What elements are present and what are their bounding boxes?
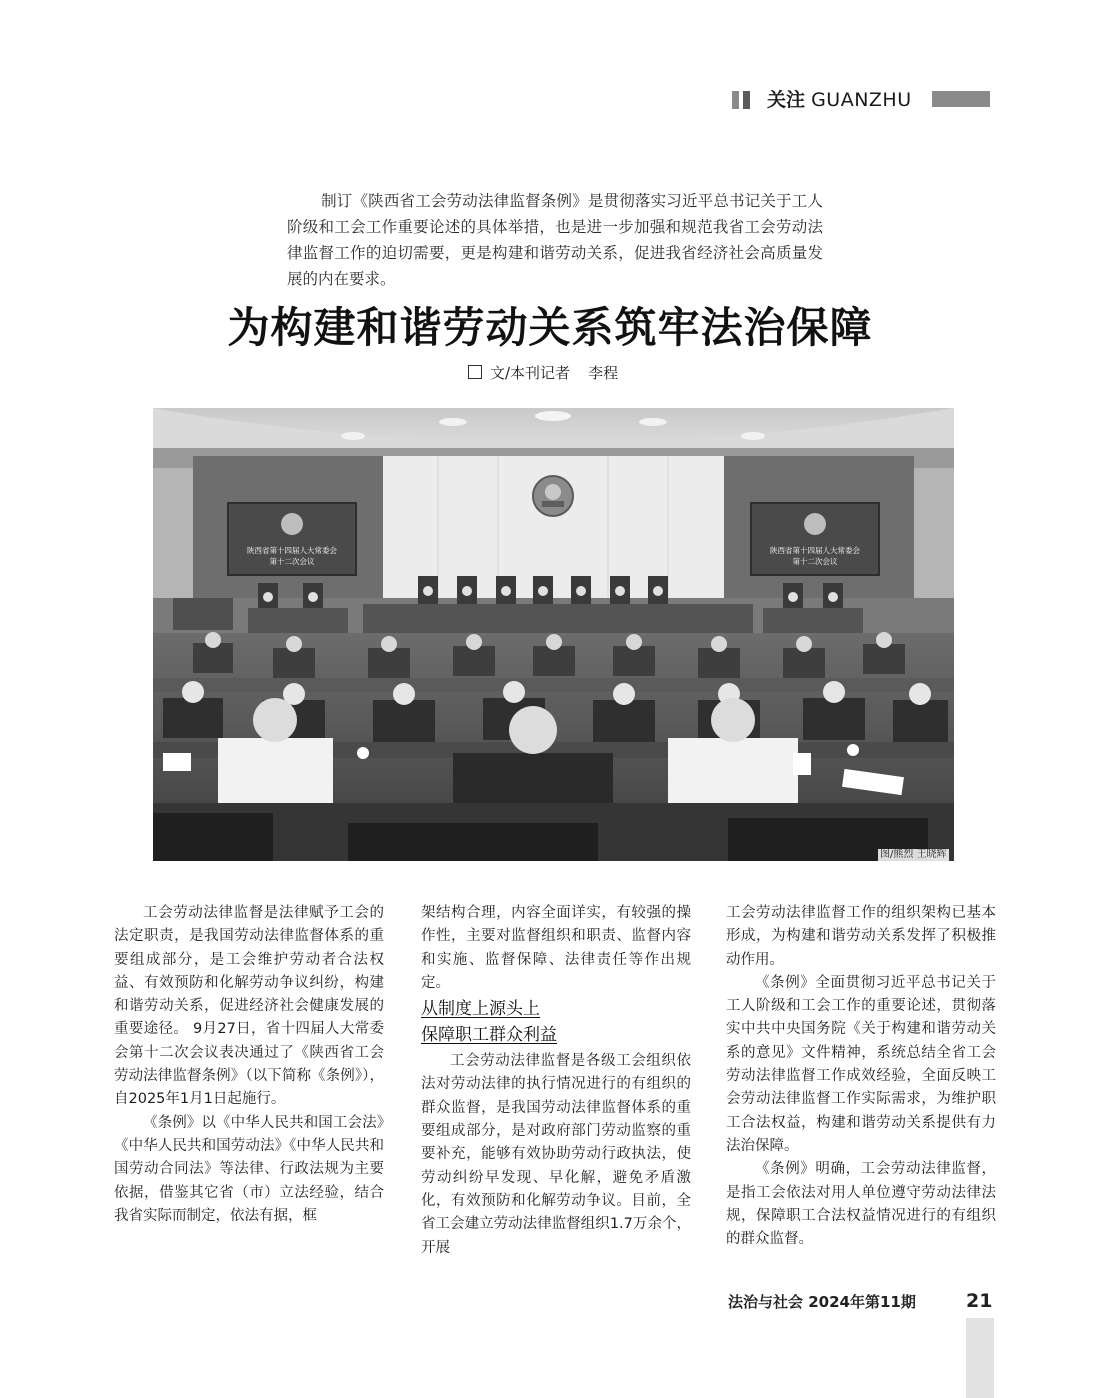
left-screen-text-1: 陕西省第十四届人大常委会 <box>247 546 337 555</box>
intro-paragraph <box>287 188 823 292</box>
body-paragraph: 《条例》以《中华人民共和国工会法》《中华人民共和国劳动法》《中华人民共和国劳动合同法》等法律、行政法规为主要依据，借鉴其它省（市）立法经验，结合我省实际而制定，依法有据，框 <box>114 1114 384 1224</box>
intro-text: 制订《陕西省工会劳动法律监督条例》是贯彻落实习近平总书记关于工人阶级和工会工作重要论述的具体举措，也是进一步加强和规范我省工会劳动法律监督工作的迫切需要，更是构建和谐劳动关系，促进我省经济社会高质量发展的内在要求。 <box>287 192 823 288</box>
body-column-1 <box>114 902 384 1228</box>
right-screen-text-2: 第十二次会议 <box>792 557 838 566</box>
photo-credit: 图/熊烈 王晓辉 <box>880 849 947 860</box>
body-paragraph: 《条例》明确，工会劳动法律监督，是指工会依法对用人单位遵守劳动法律法规，保障职工合法权益情况进行的有组织的群众监督。 <box>726 1161 996 1248</box>
section-label <box>767 88 912 112</box>
body-paragraph: 《条例》全面贯彻习近平总书记关于工人阶级和工会工作的重要论述，贯彻落实中共中央国务院《关于构建和谐劳动关系的意见》文件精神，系统总结全省工会劳动法律监督工作成效经验，全面反映工会劳动法律监督工作实际需求，为维护职工合法权益，构建和谐劳动关系提供有力法治保障。 <box>726 974 996 1154</box>
section-marker-bars <box>732 91 750 109</box>
article-headline: 为构建和谐劳动关系筑牢法治保障 <box>227 303 873 352</box>
body-paragraph: 架结构合理，内容全面详实，有较强的操作性，主要对监督组织和职责、监督内容和实施、监督保障、法律责任等作出规定。 <box>421 905 691 991</box>
body-paragraph: 工会劳动法律监督是各级工会组织依法对劳动法律的执行情况进行的有组织的群众监督，是我国劳动法律监督体系的重要组成部分，是对政府部门劳动监察的重要补充，能够有效协助劳动行政执法，使劳动纠纷早发现、早化解，避免矛盾激化，有效预防和化解劳动争议。目前，全省工会建立劳动法律监督组织1.7万余个，开展 <box>421 1053 691 1256</box>
section-subheading <box>421 996 691 1048</box>
byline-author: 李程 <box>588 364 619 382</box>
body-column-2 <box>421 902 691 1260</box>
body-column-3 <box>726 902 996 1251</box>
subheading-line-2: 保障职工群众利益 <box>421 1025 557 1046</box>
subheading-line-1: 从制度上源头上 <box>421 999 540 1020</box>
left-screen-text-2: 第十二次会议 <box>269 557 315 566</box>
page-number: 21 <box>966 1290 993 1312</box>
byline-role: 文/本刊记者 <box>490 364 571 382</box>
section-label-en: GUANZHU <box>811 89 912 111</box>
section-bar-right <box>932 91 990 107</box>
body-paragraph: 工会劳动法律监督是法律赋予工会的法定职责，是我国劳动法律监督体系的重要组成部分，是工会维护劳动者合法权益、有效预防和化解劳动争议纠纷，构建和谐劳动关系，促进经济社会健康发展的重要途径。 9月27日，省十四届人大常委会第十二次会议表决通过了《陕西省工会劳动法律监督条例》（以下简称《条例》），自2025年1月1日起施行。 <box>114 905 384 1108</box>
section-label-cn: 关注 <box>767 89 806 111</box>
byline <box>468 362 618 384</box>
meeting-hall-illustration <box>153 408 954 861</box>
byline-box-icon <box>468 365 482 379</box>
meeting-photo <box>153 408 954 861</box>
right-screen-text-1: 陕西省第十四届人大常委会 <box>770 546 860 555</box>
magazine-footer: 法治与社会 2024年第11期 <box>728 1293 916 1311</box>
page-edge-strip <box>966 1318 994 1398</box>
body-paragraph: 工会劳动法律监督工作的组织架构已基本形成，为构建和谐劳动关系发挥了积极推动作用。 <box>726 905 996 968</box>
